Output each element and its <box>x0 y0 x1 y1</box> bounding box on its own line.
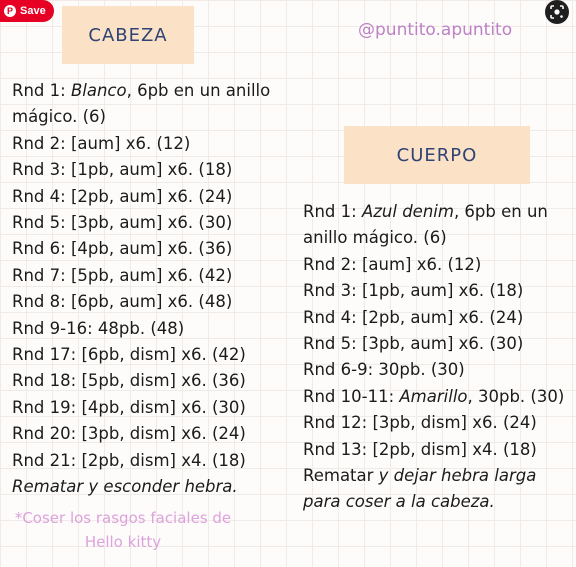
author-handle: @puntito.apuntito <box>358 20 513 40</box>
instruction-line: Rnd 7: [5pb, aum] x6. (42) <box>12 265 233 285</box>
instruction-line <box>12 474 282 500</box>
instruction-line: Rnd 4: [2pb, aum] x6. (24) <box>303 307 524 327</box>
instruction-line: Rnd 18: [5pb, dism] x6. (36) <box>12 371 246 391</box>
instruction-line: Rnd 19: [4pb, dism] x6. (30) <box>12 397 246 417</box>
instruction-line: Rnd 17: [6pb, dism] x6. (42) <box>12 345 246 365</box>
instruction-line: Rnd 5: [3pb, aum] x6. (30) <box>12 213 233 233</box>
instruction-line: Rnd 2: [aum] x6. (12) <box>303 254 482 274</box>
save-label: Save <box>20 5 46 17</box>
instruction-text: Rnd 1: <box>12 81 71 100</box>
instruction-line: Rnd 6: [4pb, aum] x6. (36) <box>12 239 233 259</box>
pinterest-icon: P <box>4 5 16 17</box>
instruction-line <box>303 384 568 410</box>
lens-icon <box>549 4 565 20</box>
lens-search-button[interactable] <box>545 0 569 24</box>
instruction-line <box>303 199 568 252</box>
instruction-line: Rnd 2: [aum] x6. (12) <box>12 133 191 153</box>
instruction-line: Rnd 12: [3pb, dism] x6. (24) <box>303 413 537 433</box>
color-name-emphasis: Rematar y esconder hebra. <box>12 477 238 497</box>
cuerpo-header <box>344 126 530 184</box>
instruction-line: Rnd 4: [2pb, aum] x6. (24) <box>12 186 233 206</box>
instruction-line <box>12 78 282 131</box>
instruction-line: Rnd 13: [2pb, dism] x4. (18) <box>303 439 537 459</box>
instruction-line: Rnd 6-9: 30pb. (30) <box>303 360 465 380</box>
color-name-emphasis: Amarillo <box>399 386 468 406</box>
facial-features-note: *Coser los rasgos faciales de Hello kitty <box>14 509 232 551</box>
cabeza-header <box>62 6 194 64</box>
cuerpo-title: CUERPO <box>396 144 478 166</box>
instruction-line: Rnd 3: [1pb, aum] x6. (18) <box>12 160 233 180</box>
instruction-line: Rnd 9-16: 48pb. (48) <box>12 318 185 338</box>
instruction-text: Rnd 10-11: <box>303 386 400 406</box>
instruction-text: , 6pb en un anillo mágico. (6) <box>303 202 548 248</box>
instruction-line <box>303 463 568 516</box>
instruction-text: , 30pb. (30) <box>467 386 565 406</box>
instruction-line: Rnd 3: [1pb, aum] x6. (18) <box>303 281 524 301</box>
cabeza-instructions <box>12 78 282 501</box>
pinterest-save-button[interactable] <box>0 0 54 22</box>
color-name-emphasis: Azul denim <box>361 202 454 221</box>
instruction-line: Rnd 8: [6pb, aum] x6. (48) <box>12 292 233 312</box>
cuerpo-instructions <box>303 199 568 516</box>
color-name-emphasis: Blanco <box>70 81 127 100</box>
instruction-line: Rnd 5: [3pb, aum] x6. (30) <box>303 334 524 354</box>
instruction-text: Rematar <box>303 466 379 486</box>
instruction-line: Rnd 21: [2pb, dism] x4. (18) <box>12 450 246 470</box>
instruction-line: Rnd 20: [3pb, dism] x6. (24) <box>12 424 246 444</box>
cabeza-title: CABEZA <box>88 24 168 46</box>
instruction-text: , 6pb en un anillo mágico. (6) <box>12 81 271 127</box>
instruction-text: Rnd 1: <box>303 202 362 221</box>
color-name-emphasis: y dejar hebra larga para coser a la cabeza. <box>303 466 537 512</box>
